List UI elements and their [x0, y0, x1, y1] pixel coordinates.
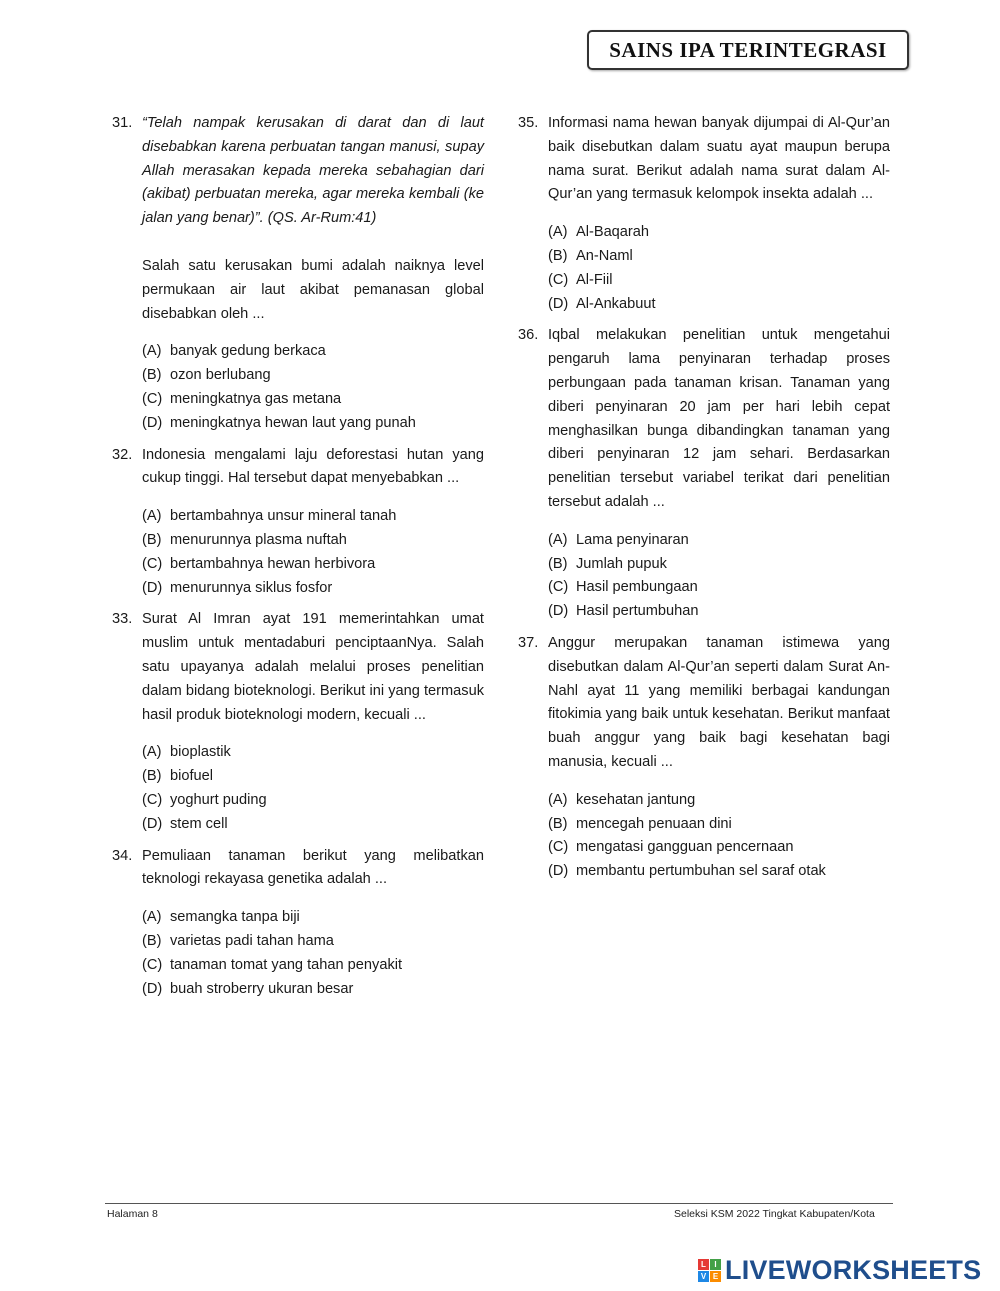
option-letter: (C): [142, 956, 163, 973]
option-letter: (B): [548, 247, 568, 264]
question-number: 32.: [112, 446, 133, 463]
answer-options: [548, 221, 890, 316]
option-text: tanaman tomat yang tahan penyakit: [170, 956, 403, 973]
answer-options: [548, 529, 890, 624]
answer-option[interactable]: [142, 340, 484, 364]
question-number: 36.: [518, 327, 539, 344]
option-letter: (B): [142, 768, 162, 785]
question-body: [548, 324, 890, 624]
option-text: mengatasi gangguan pencernaan: [576, 839, 794, 856]
answer-option[interactable]: [142, 954, 484, 978]
option-text: menurunnya siklus fosfor: [170, 579, 333, 596]
option-text: kesehatan jantung: [576, 791, 696, 808]
option-text: bertambahnya unsur mineral tanah: [170, 508, 397, 525]
liveworksheets-logo[interactable]: [698, 1253, 981, 1287]
question-body: [142, 608, 484, 836]
option-letter: (A): [142, 909, 162, 926]
option-letter: (C): [548, 839, 569, 856]
answer-option[interactable]: [548, 553, 890, 577]
answer-option[interactable]: [142, 765, 484, 789]
question-number: 31.: [112, 115, 133, 131]
option-text: Hasil pembungaan: [576, 579, 698, 596]
liveworksheets-logo-text: LIVEWORKSHEETS: [725, 1254, 982, 1285]
answer-option[interactable]: [142, 906, 484, 930]
answer-option[interactable]: [142, 388, 484, 412]
question-number: 34.: [112, 847, 133, 864]
answer-option[interactable]: [548, 221, 890, 245]
option-letter: (C): [548, 579, 569, 596]
option-letter: (A): [548, 224, 568, 241]
option-letter: (D): [548, 863, 569, 880]
answer-option[interactable]: [548, 529, 890, 553]
option-letter: (A): [142, 508, 162, 525]
option-text: mencegah penuaan dini: [576, 815, 732, 832]
answer-option[interactable]: [548, 860, 890, 884]
page-header-title: SAINS IPA TERINTEGRASI: [587, 30, 909, 70]
option-text: membantu pertumbuhan sel saraf otak: [576, 863, 826, 880]
option-text: buah stroberry ukuran besar: [170, 980, 354, 997]
answer-options: [142, 340, 484, 435]
option-text: menurunnya plasma nuftah: [170, 531, 347, 548]
option-text: meningkatnya gas metana: [170, 390, 342, 407]
question-number: 37.: [518, 634, 539, 651]
logo-mark-letter: L: [698, 1259, 709, 1270]
answer-options: [142, 741, 484, 836]
option-text: banyak gedung berkaca: [170, 343, 326, 360]
question-text: Iqbal melakukan penelitian untuk mengetahui pengaruh lama penyinaran terhadap proses perbungaan pada tanaman krisan. Tanaman yang diberi penyinaran 20 jam per hari lebih cepat menghasilkan bunga dibandingkan tanaman yang diberi penyinaran 12 jam sehari. Berdasarkan penelitian tersebut variabel terikat dari penelitian tersebut adalah ...: [548, 327, 890, 510]
questions-column-left: [112, 112, 484, 1009]
question-item: [112, 608, 484, 836]
option-text: Lama penyinaran: [576, 531, 689, 548]
option-text: Jumlah pupuk: [576, 555, 667, 572]
answer-option[interactable]: [548, 600, 890, 624]
option-text: stem cell: [170, 815, 228, 832]
question-item: [518, 632, 890, 884]
question-text: Indonesia mengalami laju deforestasi hutan yang cukup tinggi. Hal tersebut dapat menyebabkan ...: [142, 446, 484, 487]
answer-options: [142, 906, 484, 1001]
answer-option[interactable]: [142, 412, 484, 436]
option-text: varietas padi tahan hama: [170, 932, 334, 949]
answer-options: [548, 789, 890, 884]
answer-option[interactable]: [548, 789, 890, 813]
answer-option[interactable]: [142, 529, 484, 553]
option-letter: (C): [142, 791, 163, 808]
option-text: bertambahnya hewan herbivora: [170, 555, 376, 572]
answer-option[interactable]: [548, 269, 890, 293]
logo-mark-letter: I: [710, 1259, 721, 1270]
question-number: 33.: [112, 611, 133, 628]
answer-option[interactable]: [142, 505, 484, 529]
question-text: “Telah nampak kerusakan di darat dan di laut disebabkan karena perbuatan tangan manusi, supay Allah merasakan kepada mereka sebahagian dari (akibat) perbuatan mereka, agar mereka kembali (ke jalan yang benar)”. (QS. Ar-Rum:41): [142, 115, 484, 227]
question-item: [112, 845, 484, 1002]
logo-mark-letter: E: [710, 1271, 721, 1282]
option-letter: (D): [142, 414, 163, 431]
liveworksheets-logo-icon: [698, 1259, 721, 1282]
option-letter: (B): [548, 815, 568, 832]
option-letter: (A): [142, 343, 162, 360]
answer-option[interactable]: [142, 577, 484, 601]
answer-option[interactable]: [142, 930, 484, 954]
question-body: [548, 632, 890, 884]
questions-column-right: [518, 112, 890, 892]
question-text: Surat Al Imran ayat 191 memerintahkan umat muslim untuk mentadaburi penciptaanNya. Salah satu upayanya adalah melalui proses penelitian dalam bidang bioteknologi. Berikut ini yang termasuk hasil produk bioteknologi modern, kecuali ...: [142, 611, 484, 723]
option-text: Al-Baqarah: [576, 224, 650, 241]
question-body: [142, 112, 484, 436]
answer-option[interactable]: [548, 836, 890, 860]
option-letter: (D): [142, 980, 163, 997]
answer-option[interactable]: [142, 789, 484, 813]
question-item: [518, 112, 890, 316]
question-text: Anggur merupakan tanaman istimewa yang disebutkan dalam Al-Qur’an seperti dalam Surat An-Nahl ayat 11 yang memiliki berbagai kandungan fitokimia yang baik untuk kesehatan. Berikut manfaat buah anggur yang baik bagi kesehatan bagi manusia, kecuali ...: [548, 634, 890, 770]
option-text: bioplastik: [170, 744, 231, 761]
answer-option[interactable]: [142, 813, 484, 837]
question-text: Informasi nama hewan banyak dijumpai di Al-Qur’an baik disebutkan dalam suatu ayat maupun berupa nama surat. Berikut adalah nama surat dalam Al-Qur’an yang termasuk kelompok insekta adalah ...: [548, 115, 890, 203]
option-text: ozon berlubang: [170, 367, 271, 384]
option-letter: (A): [142, 744, 162, 761]
answer-option[interactable]: [548, 813, 890, 837]
question-item: [518, 324, 890, 624]
option-letter: (C): [548, 271, 569, 288]
option-letter: (C): [142, 390, 163, 407]
footer-source: Seleksi KSM 2022 Tingkat Kabupaten/Kota: [674, 1208, 875, 1220]
option-letter: (C): [142, 555, 163, 572]
question-body: [142, 444, 484, 601]
answer-option[interactable]: [142, 741, 484, 765]
footer-divider: [105, 1203, 893, 1204]
option-letter: (D): [548, 603, 569, 620]
option-letter: (B): [548, 555, 568, 572]
answer-options: [142, 505, 484, 600]
answer-option[interactable]: [548, 245, 890, 269]
option-letter: (B): [142, 531, 162, 548]
question-item: [112, 444, 484, 601]
option-text: semangka tanpa biji: [170, 909, 300, 926]
option-text: An-Naml: [576, 247, 633, 264]
option-text: Al-Fiil: [576, 271, 613, 288]
answer-option[interactable]: [548, 293, 890, 317]
option-text: biofuel: [170, 768, 214, 785]
option-text: meningkatnya hewan laut yang punah: [170, 414, 416, 431]
question-text: Pemuliaan tanaman berikut yang melibatkan teknologi rekayasa genetika adalah ...: [142, 847, 484, 888]
option-letter: (A): [548, 531, 568, 548]
answer-option[interactable]: [142, 553, 484, 577]
footer-page-number: Halaman 8: [107, 1208, 158, 1220]
option-text: yoghurt puding: [170, 791, 267, 808]
logo-mark-letter: V: [698, 1271, 709, 1282]
answer-option[interactable]: [142, 978, 484, 1002]
option-letter: (D): [142, 579, 163, 596]
question-text: Salah satu kerusakan bumi adalah naiknya level permukaan air laut akibat pemanasan global disebabkan oleh ...: [142, 257, 484, 322]
question-body: [142, 845, 484, 1002]
option-text: Hasil pertumbuhan: [576, 603, 699, 620]
answer-option[interactable]: [548, 576, 890, 600]
option-letter: (D): [142, 815, 163, 832]
question-body: [548, 112, 890, 316]
option-letter: (B): [142, 367, 162, 384]
answer-option[interactable]: [142, 364, 484, 388]
option-letter: (B): [142, 932, 162, 949]
question-item: [112, 112, 484, 436]
option-letter: (D): [548, 295, 569, 312]
option-text: Al-Ankabuut: [576, 295, 656, 312]
option-letter: (A): [548, 791, 568, 808]
question-number: 35.: [518, 115, 539, 131]
